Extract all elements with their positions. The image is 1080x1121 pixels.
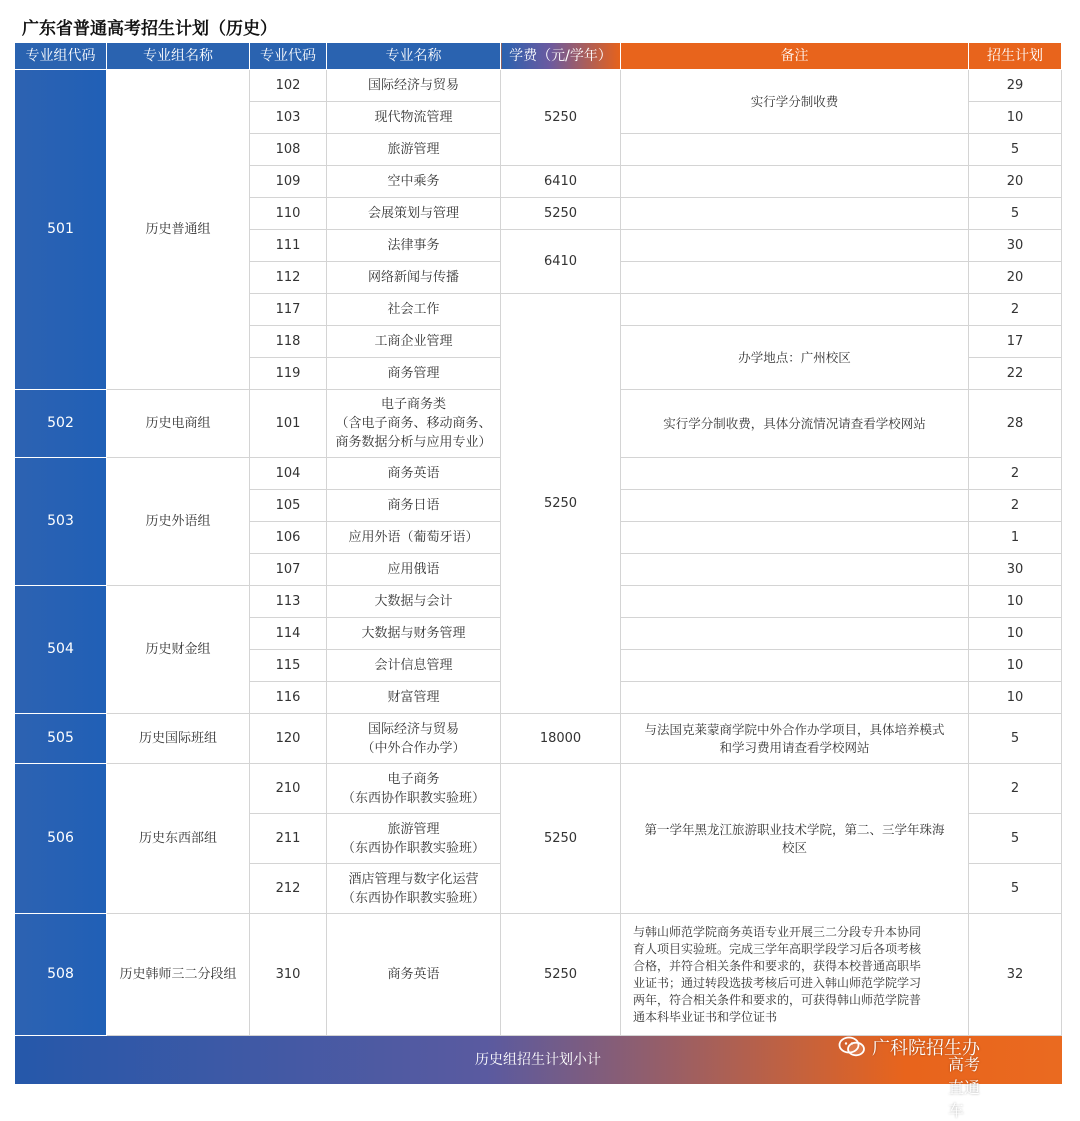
remark-cell (621, 134, 969, 166)
group-name-504: 历史财金组 (107, 586, 250, 714)
major-name: 旅游管理 (327, 134, 501, 166)
major-name: 商务英语 (327, 458, 501, 490)
remark-cell (621, 522, 969, 554)
wechat-icon (838, 1036, 866, 1058)
remark-line: 合格，并符合相关条件和要求的，获得本校普通高职毕 (633, 958, 922, 973)
group-code-504: 504 (15, 586, 107, 714)
group-code-501: 501 (15, 70, 107, 390)
remark-line: 第一学年黑龙江旅游职业技术学院，第二、三学年珠海 (644, 821, 945, 837)
major-name-line: 电子商务类 (380, 397, 446, 412)
major-name (327, 390, 501, 458)
plan-cell: 5 (969, 714, 1062, 764)
major-name: 大数据与财务管理 (327, 618, 501, 650)
major-name: 商务管理 (327, 358, 501, 390)
remark-cell (621, 458, 969, 490)
group-code-506: 506 (15, 764, 107, 914)
major-code: 106 (250, 522, 327, 554)
tuition-cell: 18000 (501, 714, 621, 764)
group-code-502: 502 (15, 390, 107, 458)
plan-cell: 29 (969, 70, 1062, 102)
tuition-cell: 5250 (501, 198, 621, 230)
major-code: 211 (250, 814, 327, 864)
group-name-503: 历史外语组 (107, 458, 250, 586)
group-name-508: 历史韩师三二分段组 (107, 914, 250, 1036)
major-code: 101 (250, 390, 327, 458)
remark-cell (621, 714, 969, 764)
major-code: 111 (250, 230, 327, 262)
major-name (327, 864, 501, 914)
major-code: 102 (250, 70, 327, 102)
header-group-code: 专业组代码 (15, 43, 107, 70)
major-name (327, 764, 501, 814)
major-name: 空中乘务 (327, 166, 501, 198)
major-name (327, 814, 501, 864)
major-code: 104 (250, 458, 327, 490)
remark-cell (621, 554, 969, 586)
plan-table-wrap (14, 42, 1061, 1084)
major-name: 会计信息管理 (327, 650, 501, 682)
major-name: 会展策划与管理 (327, 198, 501, 230)
tuition-cell: 6410 (501, 230, 621, 294)
tuition-cell: 5250 (501, 914, 621, 1036)
group-name-501: 历史普通组 (107, 70, 250, 390)
major-code: 117 (250, 294, 327, 326)
table-row (15, 714, 1062, 764)
remark-cell (621, 230, 969, 262)
major-code: 310 (250, 914, 327, 1036)
remark-cell (621, 166, 969, 198)
group-code-503: 503 (15, 458, 107, 586)
plan-cell: 10 (969, 586, 1062, 618)
remark-cell: 实行学分制收费，具体分流情况请查看学校网站 (621, 390, 969, 458)
table-row (15, 70, 1062, 102)
plan-cell: 2 (969, 764, 1062, 814)
major-name-line: （东西协作职教实验班） (341, 790, 485, 806)
major-name-line: 酒店管理与数字化运营 (348, 871, 479, 887)
major-code: 115 (250, 650, 327, 682)
remark-line: 育人项目实验班。完成三学年高职学段学习后各项考核 (633, 941, 922, 956)
tuition-cell: 5250 (501, 294, 621, 714)
group-name-505: 历史国际班组 (107, 714, 250, 764)
major-code: 110 (250, 198, 327, 230)
table-header-row (15, 43, 1062, 70)
major-name-line: 旅游管理 (387, 821, 440, 837)
major-code: 210 (250, 764, 327, 814)
header-group-name: 专业组名称 (107, 43, 250, 70)
remark-line: 与韩山师范学院商务英语专业开展三二分段专升本协同 (633, 924, 922, 939)
major-code: 113 (250, 586, 327, 618)
plan-cell: 32 (969, 914, 1062, 1036)
plan-cell: 2 (969, 294, 1062, 326)
remark-cell (621, 650, 969, 682)
remark-cell (621, 262, 969, 294)
group-code-505: 505 (15, 714, 107, 764)
plan-cell: 10 (969, 102, 1062, 134)
plan-cell: 5 (969, 814, 1062, 864)
watermark (838, 1034, 981, 1120)
major-name: 大数据与会计 (327, 586, 501, 618)
major-code: 103 (250, 102, 327, 134)
major-name: 应用俄语 (327, 554, 501, 586)
remark-cell (621, 294, 969, 326)
major-name: 现代物流管理 (327, 102, 501, 134)
major-code: 112 (250, 262, 327, 294)
major-name: 商务日语 (327, 490, 501, 522)
major-code: 212 (250, 864, 327, 914)
remark-cell (621, 764, 969, 914)
major-name-line: 电子商务 (387, 771, 440, 787)
major-code: 116 (250, 682, 327, 714)
table-row (15, 914, 1062, 1036)
remark-cell (621, 682, 969, 714)
major-name-line: （中外合作办学） (361, 740, 466, 756)
plan-cell: 22 (969, 358, 1062, 390)
plan-cell: 10 (969, 618, 1062, 650)
group-name-506: 历史东西部组 (107, 764, 250, 914)
major-name (327, 714, 501, 764)
plan-cell: 2 (969, 490, 1062, 522)
plan-cell: 20 (969, 262, 1062, 294)
major-name-line: （东西协作职教实验班） (341, 890, 485, 906)
plan-cell: 28 (969, 390, 1062, 458)
subtotal-label: 历史组招生计划小计 (15, 1036, 1062, 1085)
remark-line: 两年，符合相关条件和要求的，可获得韩山师范学院普 (633, 992, 922, 1007)
major-name: 商务英语 (327, 914, 501, 1036)
header-tuition: 学费（元/学年） (501, 43, 621, 70)
plan-cell: 17 (969, 326, 1062, 358)
major-name: 网络新闻与传播 (327, 262, 501, 294)
major-name: 国际经济与贸易 (327, 70, 501, 102)
plan-cell: 5 (969, 134, 1062, 166)
major-name: 法律事务 (327, 230, 501, 262)
plan-cell: 10 (969, 650, 1062, 682)
major-code: 109 (250, 166, 327, 198)
plan-cell: 30 (969, 554, 1062, 586)
watermark-line2: 高考直通车 (948, 1055, 981, 1120)
plan-cell: 5 (969, 864, 1062, 914)
group-name-502: 历史电商组 (107, 390, 250, 458)
table-row (15, 764, 1062, 814)
major-code: 119 (250, 358, 327, 390)
major-code: 108 (250, 134, 327, 166)
group-code-508: 508 (15, 914, 107, 1036)
plan-cell: 2 (969, 458, 1062, 490)
plan-cell: 20 (969, 166, 1062, 198)
major-name-line: 商务数据分析与应用专业） (335, 435, 492, 450)
remark-line: 校区 (781, 839, 807, 855)
major-code: 107 (250, 554, 327, 586)
plan-cell: 30 (969, 230, 1062, 262)
plan-cell: 1 (969, 522, 1062, 554)
major-name-line: 国际经济与贸易 (367, 721, 459, 737)
major-code: 105 (250, 490, 327, 522)
major-code: 118 (250, 326, 327, 358)
remark-line: 与法国克莱蒙商学院中外合作办学项目，具体培养模式 (644, 721, 945, 737)
major-name-line: （东西协作职教实验班） (341, 840, 485, 856)
plan-table (14, 42, 1062, 1084)
remark-line: 业证书；通过转段选拔考核后可进入韩山师范学院学习 (633, 975, 922, 990)
remark-cell (621, 618, 969, 650)
header-major-name: 专业名称 (327, 43, 501, 70)
remark-cell (621, 914, 969, 1036)
watermark-line1: 广科院招生办 (872, 1038, 980, 1059)
major-name-line: （含电子商务、移动商务、 (335, 416, 492, 431)
major-name: 工商企业管理 (327, 326, 501, 358)
tuition-cell: 5250 (501, 764, 621, 914)
remark-line: 通本科毕业证书和学位证书 (633, 1009, 778, 1024)
remark-line: 和学习费用请查看学校网站 (719, 739, 870, 755)
major-name: 社会工作 (327, 294, 501, 326)
major-name: 应用外语（葡萄牙语） (327, 522, 501, 554)
page-title: 广东省普通高考招生计划（历史） (22, 19, 277, 39)
remark-cell (621, 490, 969, 522)
major-name: 财富管理 (327, 682, 501, 714)
remark-cell: 实行学分制收费 (621, 70, 969, 134)
plan-cell: 5 (969, 198, 1062, 230)
tuition-cell: 5250 (501, 70, 621, 166)
header-remark: 备注 (621, 43, 969, 70)
major-code: 120 (250, 714, 327, 764)
remark-cell (621, 198, 969, 230)
major-code: 114 (250, 618, 327, 650)
remark-cell (621, 586, 969, 618)
header-plan: 招生计划 (969, 43, 1062, 70)
header-major-code: 专业代码 (250, 43, 327, 70)
tuition-cell: 6410 (501, 166, 621, 198)
remark-cell: 办学地点：广州校区 (621, 326, 969, 390)
plan-cell: 10 (969, 682, 1062, 714)
